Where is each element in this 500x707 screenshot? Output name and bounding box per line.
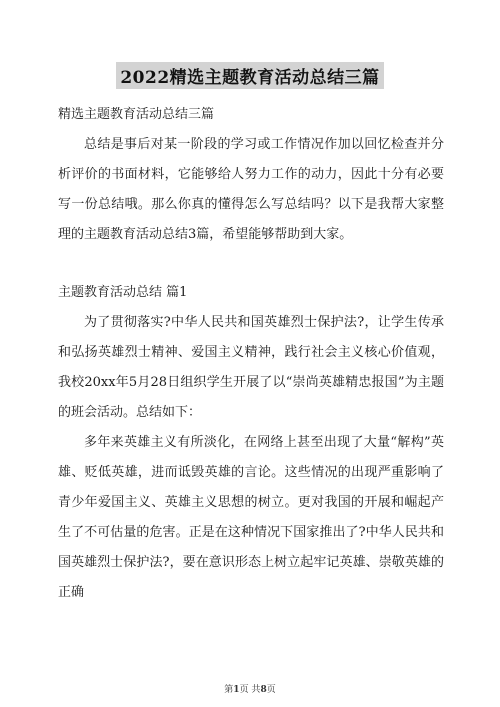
section-paragraph-1: 为了贯彻落实?中华人民共和国英雄烈士保护法?，让学生传承和弘扬英雄烈士精神、爱国主义精神，践行社会主义核心价值观，我校20xx年5月28日组织学生开展了以“崇尚英雄精忠报国”为主题的班会活动。总结如下： <box>58 315 444 420</box>
section-heading: 主题教育活动总结 篇1 <box>58 285 188 300</box>
footer-total-pages: 8 <box>260 685 267 695</box>
document-title: 2022精选主题教育活动总结三篇 <box>116 62 383 89</box>
intro-paragraph: 总结是事后对某一阶段的学习或工作情况作加以回忆检查并分析评价的书面材料，它能够给人努力工作的动力，因此十分有必要写一份总结哦。那么你真的懂得怎么写总结吗？以下是我帮大家整理的主题教育活动总结3篇，希望能够帮助到大家。 <box>58 137 444 242</box>
footer-current-page: 1 <box>233 685 240 695</box>
title-container <box>0 62 500 89</box>
document-body <box>58 100 444 608</box>
section-gap <box>58 250 444 278</box>
footer-prefix: 第 <box>224 685 234 695</box>
page-footer <box>0 682 500 695</box>
footer-middle: 页 共 <box>239 685 261 695</box>
footer-suffix: 页 <box>266 685 276 695</box>
intro-heading: 精选主题教育活动总结三篇 <box>58 107 215 122</box>
section-paragraph-2: 多年来英雄主义有所淡化，在网络上甚至出现了大量“解构”英雄、贬低英雄，进而诋毁英雄的言论。这些情况的出现严重影响了青少年爱国主义、英雄主义思想的树立。更对我国的开展和崛起产生了不可估量的危害。正是在这种情况下国家推出了?中华人民共和国英雄烈士保护法?，要在意识形态上树立起牢记英雄、崇敬英雄的正确 <box>58 435 444 600</box>
